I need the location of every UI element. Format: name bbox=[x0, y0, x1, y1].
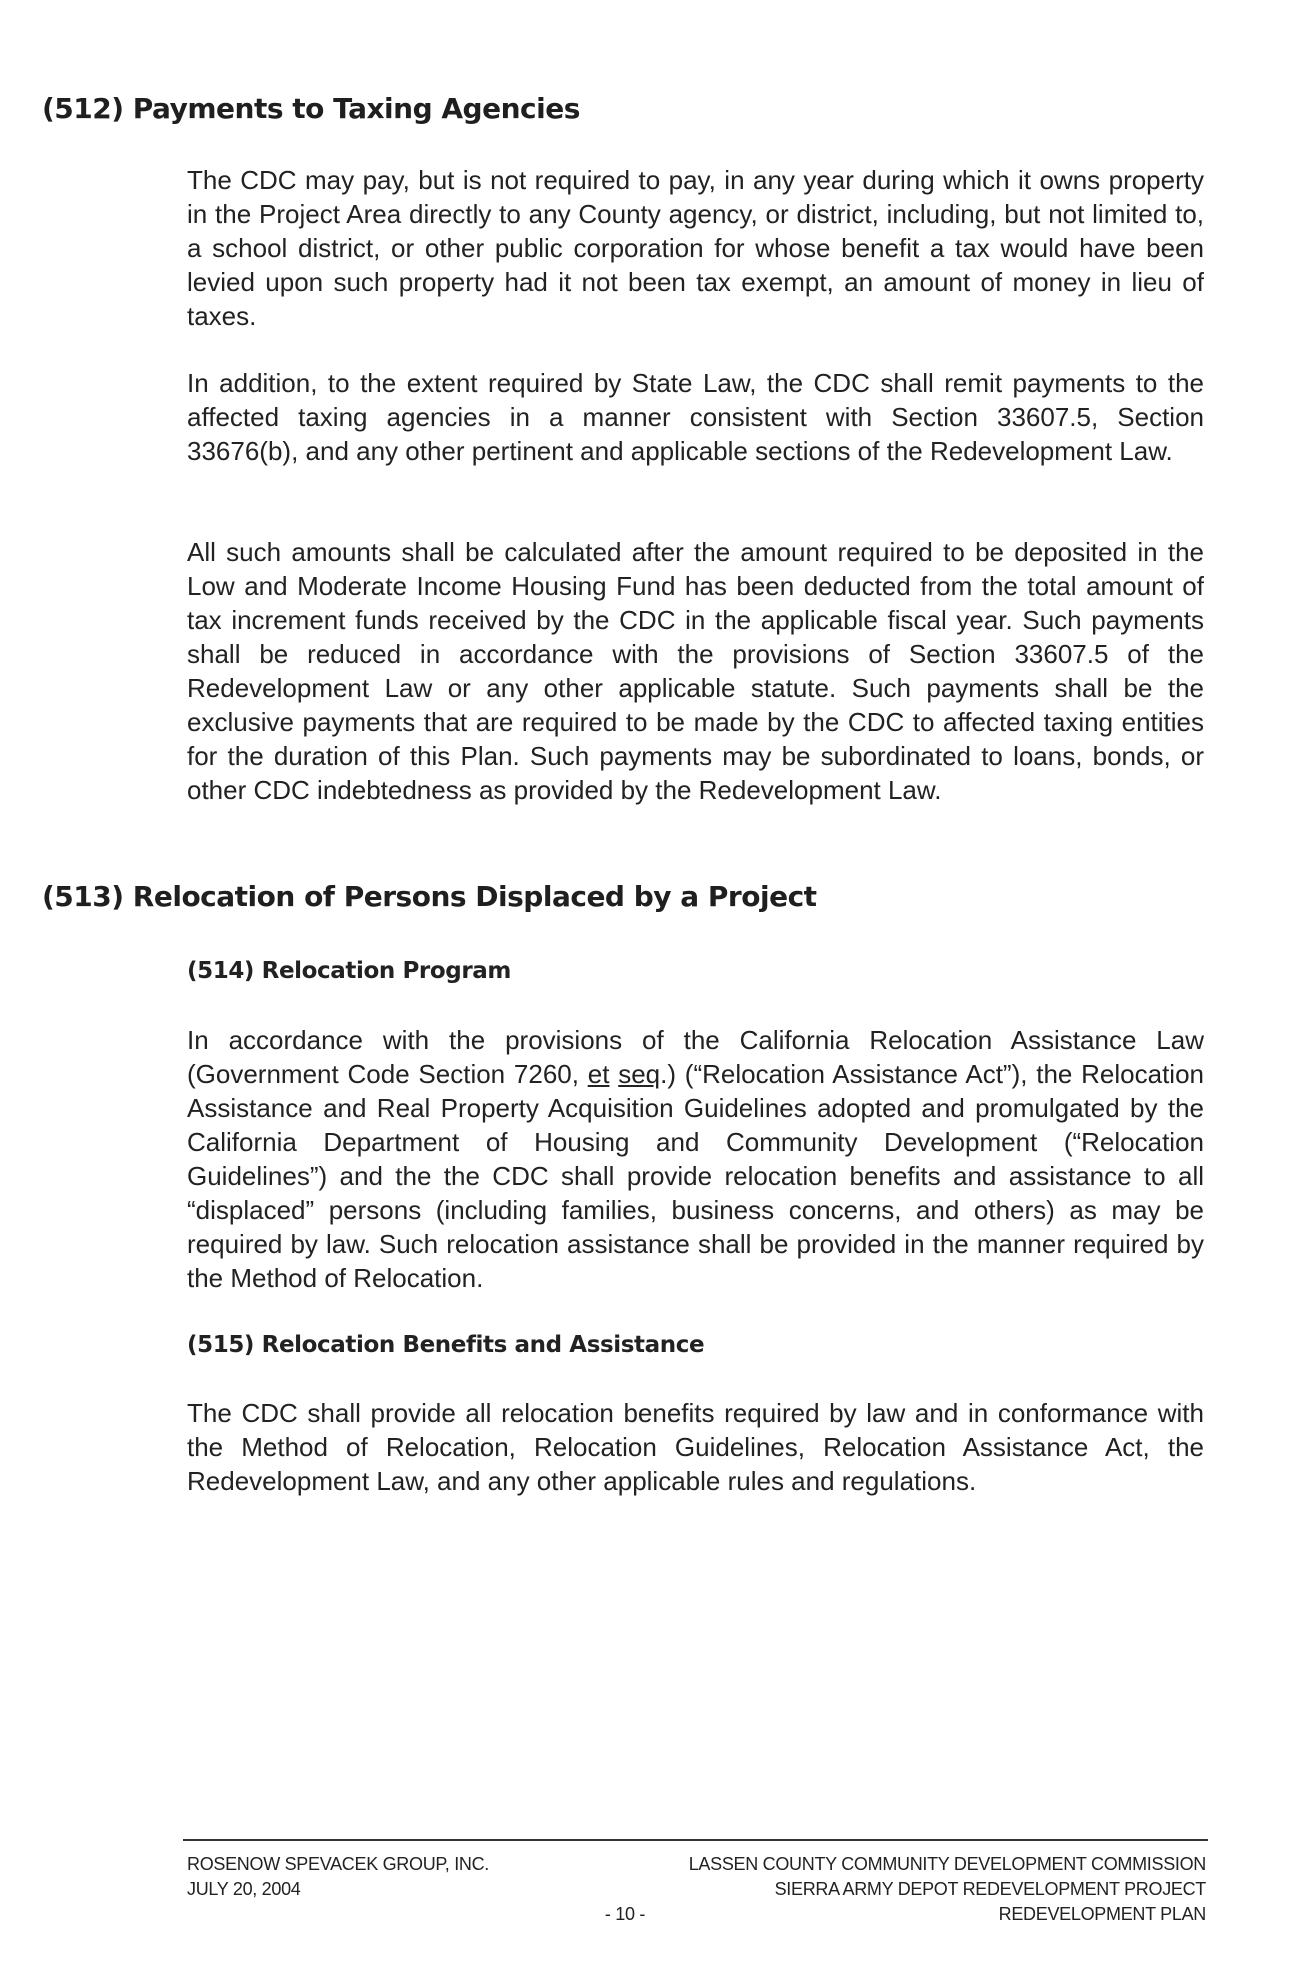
section-515-paragraph: The CDC shall provide all relocation benefits required by law and in conformance with the Method of Relocation, Relocation Guidelines, Relocation Assistance Act, the Redevelopment Law, and any other applicable rules and regulations. bbox=[187, 1398, 1204, 1496]
footer-firm-name: ROSENOW SPEVACEK GROUP, INC. bbox=[187, 1854, 489, 1874]
section-512-heading: (512) Payments to Taxing Agencies bbox=[42, 92, 580, 125]
section-514-text-end: .) (“Relocation Assistance Act”), the Relocation Assistance and Real Property Acquisition Guidelines adopted and promulgated by the California Department of Housing and Community Development (“Relocation Guidelines”) and the the CDC shall provide relocation benefits and assistance to all “displaced” persons (including families, business concerns, and others) as may be required by law. Such relocation assistance shall be provided in the manner required by the Method of Relocation. bbox=[187, 1059, 1204, 1293]
section-515-heading: (515) Relocation Benefits and Assistance bbox=[187, 1332, 705, 1358]
footer-left bbox=[187, 1852, 489, 1902]
section-512-paragraph-1: The CDC may pay, but is not required to pay, in any year during which it owns property in the Project Area directly to any County agency, or district, including, but not limited to, a school district, or other public corporation for whose benefit a tax would have been levied upon such property had it not been tax exempt, an amount of money in lieu of taxes. bbox=[187, 165, 1204, 331]
section-513-heading: (513) Relocation of Persons Displaced by a Project bbox=[42, 880, 817, 913]
seq-underlined: seq bbox=[618, 1059, 661, 1089]
space bbox=[609, 1059, 618, 1089]
section-514-paragraph bbox=[187, 1023, 1204, 1295]
section-514-heading: (514) Relocation Program bbox=[187, 958, 511, 984]
footer-date: JULY 20, 2004 bbox=[187, 1879, 301, 1899]
et-underlined: et bbox=[587, 1059, 610, 1089]
footer-rule bbox=[183, 1839, 1208, 1841]
footer-commission: LASSEN COUNTY COMMUNITY DEVELOPMENT COMMISSION bbox=[688, 1854, 1206, 1874]
footer-plan: REDEVELOPMENT PLAN bbox=[998, 1904, 1206, 1924]
section-514-text-start: In accordance with the provisions of the California Relocation Assistance Law (Government Code Section 7260, bbox=[187, 1025, 1204, 1089]
footer-project: SIERRA ARMY DEPOT REDEVELOPMENT PROJECT bbox=[774, 1879, 1206, 1899]
section-512-paragraph-2: In addition, to the extent required by State Law, the CDC shall remit payments to the affected taxing agencies in a manner consistent with Section 33607.5, Section 33676(b), and any other pertinent and applicable sections of the Redevelopment Law. bbox=[187, 368, 1204, 466]
page-number: - 10 - bbox=[604, 1904, 646, 1924]
section-512-paragraph-3: All such amounts shall be calculated after the amount required to be deposited in the Low and Moderate Income Housing Fund has been deducted from the total amount of tax increment funds received by the CDC in the applicable fiscal year. Such payments shall be reduced in accordance with the provisions of Section 33607.5 of the Redevelopment Law or any other applicable statute. Such payments shall be the exclusive payments that are required to be made by the CDC to affected taxing entities for the duration of this Plan. Such payments may be subordinated to loans, bonds, or other CDC indebtedness as provided by the Redevelopment Law. bbox=[187, 537, 1204, 805]
